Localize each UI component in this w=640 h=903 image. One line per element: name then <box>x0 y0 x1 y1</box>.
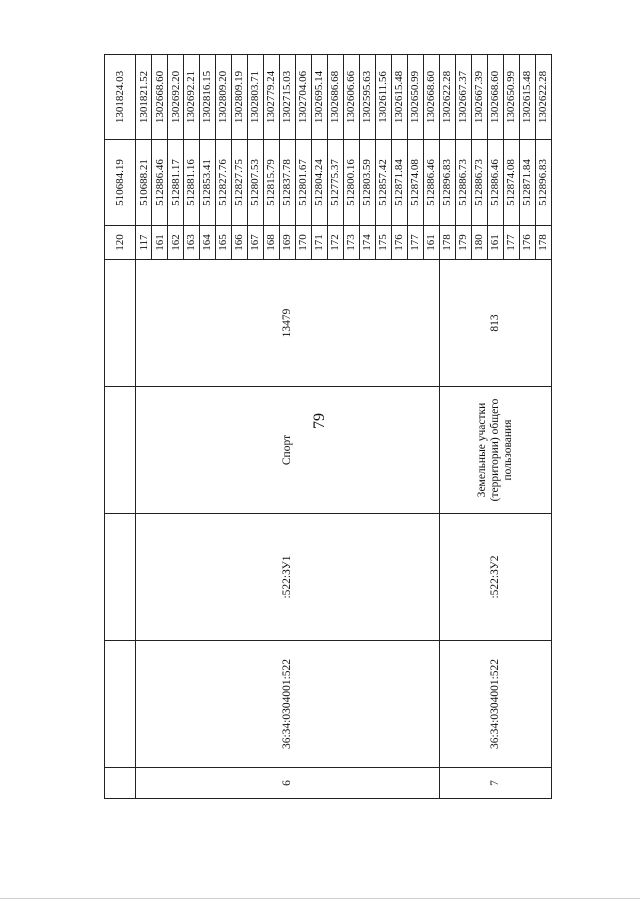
y-coordinate: 1301824.03 <box>105 55 136 140</box>
y-coordinate: 1302615.48 <box>392 55 408 140</box>
point-number: 178 <box>440 226 456 260</box>
point-number: 180 <box>472 226 488 260</box>
x-coordinate: 512874.08 <box>504 140 520 226</box>
table-row <box>136 55 152 799</box>
x-coordinate: 512853.41 <box>200 140 216 226</box>
y-coordinate: 1302803.71 <box>248 55 264 140</box>
y-coordinate: 1302615.48 <box>519 55 535 140</box>
y-coordinate: 1302622.28 <box>440 55 456 140</box>
point-number: 161 <box>488 226 504 260</box>
point-number: 173 <box>344 226 360 260</box>
point-number: 174 <box>360 226 376 260</box>
plot-designation: :522:ЗУ2 <box>440 514 552 641</box>
y-coordinate: 1302668.60 <box>424 55 440 140</box>
point-number: 120 <box>105 226 136 260</box>
cadastral-number: 36:34:0304001:522 <box>136 641 440 768</box>
y-coordinate: 1302611.56 <box>376 55 392 140</box>
point-number: 168 <box>264 226 280 260</box>
point-number: 170 <box>296 226 312 260</box>
point-number: 164 <box>200 226 216 260</box>
y-coordinate: 1302715.03 <box>280 55 296 140</box>
y-coordinate: 1302668.60 <box>152 55 168 140</box>
empty-cell <box>105 641 136 768</box>
y-coordinate: 1302816.15 <box>200 55 216 140</box>
point-number: 172 <box>328 226 344 260</box>
x-coordinate: 512886.73 <box>456 140 472 226</box>
point-number: 178 <box>535 226 551 260</box>
x-coordinate: 512857.42 <box>376 140 392 226</box>
y-coordinate: 1302650.99 <box>504 55 520 140</box>
y-coordinate: 1302668.60 <box>488 55 504 140</box>
x-coordinate: 512871.84 <box>392 140 408 226</box>
point-number: 176 <box>519 226 535 260</box>
y-coordinate: 1302692.21 <box>184 55 200 140</box>
y-coordinate: 1302704.06 <box>296 55 312 140</box>
empty-cell <box>105 260 136 387</box>
y-coordinate: 1302606.66 <box>344 55 360 140</box>
point-number: 176 <box>392 226 408 260</box>
x-coordinate: 512886.46 <box>488 140 504 226</box>
empty-cell <box>105 387 136 514</box>
x-coordinate: 512827.75 <box>232 140 248 226</box>
x-coordinate: 510688.21 <box>136 140 152 226</box>
x-coordinate: 512886.46 <box>152 140 168 226</box>
x-coordinate: 512881.16 <box>184 140 200 226</box>
x-coordinate: 510684.19 <box>105 140 136 226</box>
y-coordinate: 1302595.63 <box>360 55 376 140</box>
x-coordinate: 512871.84 <box>519 140 535 226</box>
x-coordinate: 512815.79 <box>264 140 280 226</box>
table-row <box>440 55 456 799</box>
point-number: 175 <box>376 226 392 260</box>
x-coordinate: 512837.78 <box>280 140 296 226</box>
point-number: 161 <box>424 226 440 260</box>
point-number: 117 <box>136 226 152 260</box>
x-coordinate: 512874.08 <box>408 140 424 226</box>
land-plot-table <box>104 54 552 799</box>
plot-area: 13479 <box>136 260 440 387</box>
point-number: 161 <box>152 226 168 260</box>
x-coordinate: 512803.59 <box>360 140 376 226</box>
point-number: 162 <box>168 226 184 260</box>
x-coordinate: 512807.53 <box>248 140 264 226</box>
point-number: 163 <box>184 226 200 260</box>
x-coordinate: 512886.46 <box>424 140 440 226</box>
plot-area: 813 <box>440 260 552 387</box>
row-index: 7 <box>440 768 552 799</box>
y-coordinate: 1302809.19 <box>232 55 248 140</box>
y-coordinate: 1302622.28 <box>535 55 551 140</box>
y-coordinate: 1302667.39 <box>472 55 488 140</box>
y-coordinate: 1302692.20 <box>168 55 184 140</box>
row-index: 6 <box>136 768 440 799</box>
x-coordinate: 512804.24 <box>312 140 328 226</box>
table-row <box>105 55 136 799</box>
y-coordinate: 1302686.68 <box>328 55 344 140</box>
x-coordinate: 512896.83 <box>535 140 551 226</box>
point-number: 166 <box>232 226 248 260</box>
y-coordinate: 1302779.24 <box>264 55 280 140</box>
point-number: 177 <box>408 226 424 260</box>
y-coordinate: 1301821.52 <box>136 55 152 140</box>
point-number: 179 <box>456 226 472 260</box>
point-number: 167 <box>248 226 264 260</box>
x-coordinate: 512827.76 <box>216 140 232 226</box>
page-number: 79 <box>311 413 328 429</box>
x-coordinate: 512800.16 <box>344 140 360 226</box>
y-coordinate: 1302650.99 <box>408 55 424 140</box>
point-number: 165 <box>216 226 232 260</box>
empty-cell <box>105 768 136 799</box>
plot-designation: :522:ЗУ1 <box>136 514 440 641</box>
x-coordinate: 512775.37 <box>328 140 344 226</box>
x-coordinate: 512896.83 <box>440 140 456 226</box>
rotated-table-wrapper <box>104 55 552 799</box>
point-number: 171 <box>312 226 328 260</box>
x-coordinate: 512881.17 <box>168 140 184 226</box>
use-type: Земельные участки (территории) общего пользования <box>440 387 552 514</box>
empty-cell <box>105 514 136 641</box>
use-type: Спорт <box>136 387 440 514</box>
y-coordinate: 1302695.14 <box>312 55 328 140</box>
x-coordinate: 512886.73 <box>472 140 488 226</box>
x-coordinate: 512801.67 <box>296 140 312 226</box>
cadastral-number: 36:34:0304001:522 <box>440 641 552 768</box>
point-number: 177 <box>504 226 520 260</box>
point-number: 169 <box>280 226 296 260</box>
y-coordinate: 1302809.20 <box>216 55 232 140</box>
y-coordinate: 1302667.37 <box>456 55 472 140</box>
page-edge-divider <box>0 898 640 899</box>
